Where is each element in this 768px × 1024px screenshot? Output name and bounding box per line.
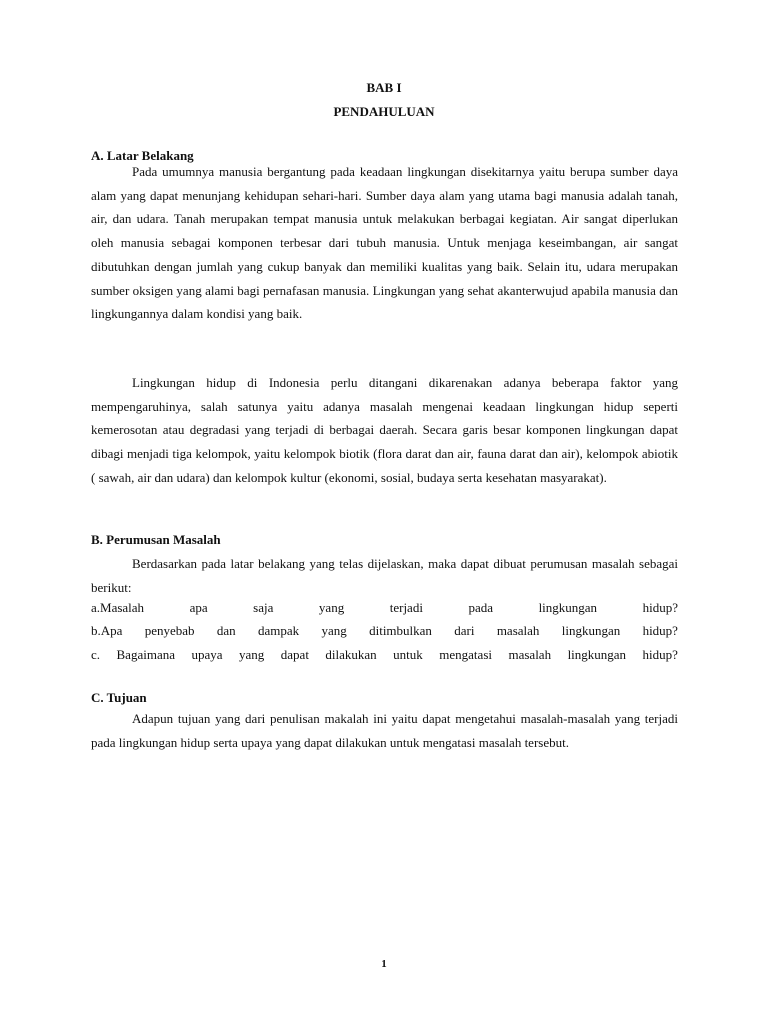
section-c-paragraph: Adapun tujuan yang dari penulisan makalah ini yaitu dapat mengetahui masalah-masalah yang terjadi pada lingkungan hidup serta upaya yang dapat dilakukan untuk mengatasi masalah tersebut. [91,711,678,750]
section-a-paragraph-2: Lingkungan hidup di Indonesia perlu ditangani dikarenakan adanya beberapa faktor yang mempengaruhinya, salah satunya yaitu adanya masalah mengenai keadaan lingkungan hidup seperti kemerosotan atau degradasi yang terjadi di berbagai daerah. Secara garis besar komponen lingkungan dapat dibagi menjadi tiga kelompok, yaitu kelompok biotik (flora darat dan air, fauna darat dan air), kelompok abiotik ( sawah, air dan udara) dan kelompok kultur (ekonomi, sosial, budaya serta kesehatan masyarakat). [91,375,678,485]
word: yang [318,600,345,615]
section-b-title: B. Perumusan Masalah [91,532,221,547]
problem-item-a [91,600,678,616]
word: apa [189,600,208,615]
word: saja [253,600,274,615]
word: masalah [496,623,540,638]
chapter-title: PENDAHULUAN [333,104,435,119]
word: dari [454,623,475,638]
word: a.Masalah [91,600,145,615]
word: b.Apa [91,623,123,638]
word: dilakukan [325,647,377,662]
word: penyebab [144,623,195,638]
word: lingkungan [567,647,627,662]
section-a-paragraph-1: Pada umumnya manusia bergantung pada keadaan lingkungan disekitarnya yaitu berupa sumber daya alam yang dapat menunjang kehidupan sehari-hari. Sumber daya alam yang utama bagi manusia adalah tanah, air, dan udara. Tanah merupakan tempat manusia untuk melakukan berbagai kegiatan. Air sangat diperlukan oleh manusia sebagai komponen terbesar dari tubuh manusia. Untuk menjaga keseimbangan, air sangat dibutuhkan dengan jumlah yang cukup banyak dan memiliki kualitas yang baik. Selain itu, udara merupakan sumber oksigen yang alami bagi pernafasan manusia. Lingkungan yang sehat akanterwujud apabila manusia dan lingkungannya dalam kondisi yang baik. [91,164,678,322]
problem-item-c [91,647,678,663]
section-c-title: C. Tujuan [91,690,147,705]
word: yang [321,623,347,638]
word: untuk [393,647,423,662]
word: masalah [508,647,552,662]
word: dampak [258,623,300,638]
word: hidup? [642,647,678,662]
chapter-label: BAB I [366,80,402,95]
word: pada [468,600,494,615]
word: terjadi [389,600,423,615]
word: dapat [280,647,309,662]
page-number: 1 [381,958,387,970]
word: lingkungan [538,600,598,615]
word: c. [91,647,101,662]
word: hidup? [642,600,678,615]
word: lingkungan [561,623,621,638]
word: Bagaimana [116,647,175,662]
word: yang [239,647,265,662]
word: dan [216,623,236,638]
word: mengatasi [439,647,492,662]
problem-item-b [91,623,678,639]
section-a-title: A. Latar Belakang [91,148,194,163]
word: hidup? [642,623,678,638]
word: ditimbulkan [369,623,432,638]
section-b-intro: Berdasarkan pada latar belakang yang telas dijelaskan, maka dapat dibuat perumusan masalah sebagai berikut: [91,556,678,595]
word: upaya [191,647,223,662]
